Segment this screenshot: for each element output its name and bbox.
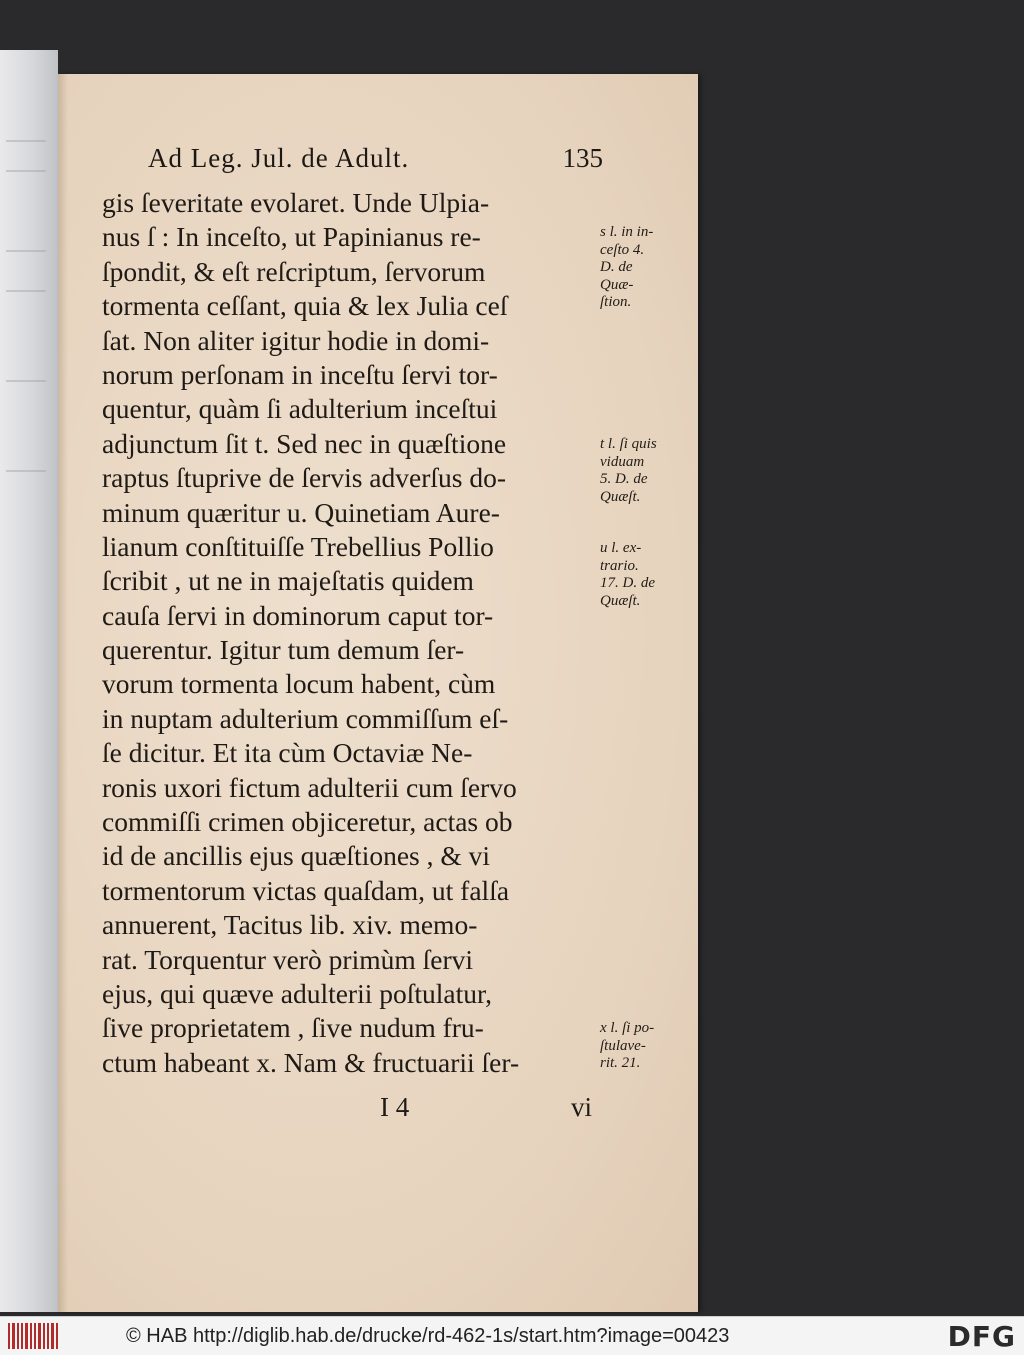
note-line: 5. D. de — [600, 471, 648, 487]
text-line: tormentorum victas quaſdam, ut falſa — [102, 874, 510, 906]
source-link[interactable]: © HAB http://diglib.hab.de/drucke/rd-462-1s/start.htm?image=00423 — [126, 1325, 730, 1347]
marginal-note-x — [600, 1020, 680, 1073]
note-line: Quæſt. — [600, 488, 641, 505]
note-line: Quæſt. — [600, 592, 641, 609]
text-line: id de ancillis ejus quæſtiones , & vi — [102, 840, 491, 872]
text-line: commiſſi crimen objiceretur, actas ob — [102, 806, 513, 838]
note-line: u l. ex- — [600, 540, 642, 556]
catchword: vi — [570, 1092, 592, 1122]
text-line: in nuptam adulterium commiſſum eſ- — [102, 702, 509, 734]
marginal-note-s — [600, 224, 680, 312]
text-line: ctum habeant x. Nam & fructuarii ſer- — [102, 1046, 520, 1078]
text-line: nus ſ : In inceſto, ut Papinianus re- — [102, 221, 481, 253]
facing-page-text-ghost — [6, 290, 46, 292]
marginal-note-t — [600, 436, 680, 506]
marginal-note-u — [600, 540, 680, 610]
text-line: cauſa ſervi in dominorum caput tor- — [102, 599, 494, 631]
text-line: ſive proprietatem , ſive nudum fru- — [102, 1012, 484, 1044]
text-line: minum quæritur u. Quinetiam Aure- — [102, 496, 500, 528]
facing-page-text-ghost — [6, 140, 46, 142]
note-line: viduam — [600, 453, 645, 470]
text-line: ſe dicitur. Et ita cùm Octaviæ Ne- — [102, 737, 473, 769]
note-line: ſtion. — [600, 294, 632, 310]
facing-page-text-ghost — [6, 250, 46, 252]
text-line: tormenta ceſſant, quia & lex Julia ceſ — [102, 290, 508, 322]
text-line: ſcribit , ut ne in majeſtatis quidem — [102, 565, 474, 597]
note-line: rit. 21. — [600, 1055, 641, 1071]
text-line: gis ſeveritate evolaret. Unde Ulpia- — [102, 187, 490, 218]
facing-page-text-ghost — [6, 380, 46, 382]
text-line: adjunctum ſit t. Sed nec in quæſtione — [102, 427, 507, 459]
text-line: ſat. Non aliter igitur hodie in domi- — [102, 324, 490, 356]
note-line: s l. in in- — [600, 224, 654, 240]
text-line: ejus, qui quæve adulterii poſtulatur, — [102, 977, 492, 1009]
text-line: querentur. Igitur tum demum ſer- — [102, 634, 465, 666]
note-line: x l. ſi po- — [600, 1020, 655, 1036]
facing-page-text-ghost — [6, 170, 46, 172]
facing-page-text-ghost — [6, 470, 46, 472]
running-head-title: Ad Leg. Jul. de Adult. — [148, 143, 410, 173]
main-text-block — [102, 186, 598, 1080]
barcode-icon — [8, 1323, 58, 1349]
note-line: t l. ſi quis — [600, 436, 657, 452]
text-line: quentur, quàm ſi adulterium inceſtui — [102, 393, 498, 425]
page-number: 135 — [562, 143, 603, 173]
note-line: 17. D. de — [600, 575, 655, 591]
text-line: ſpondit, & eſt reſcriptum, ſervorum — [102, 255, 486, 287]
note-line: ſtulave- — [600, 1037, 646, 1054]
viewer-footer-bar — [0, 1316, 1024, 1355]
text-line: norum perſonam in inceſtu ſervi tor- — [102, 358, 498, 390]
text-line: rat. Torquentur verò primùm ſervi — [102, 943, 474, 975]
facing-page-edge — [0, 50, 58, 1312]
dfg-logo: DFG — [947, 1320, 1016, 1353]
signature-line — [380, 1092, 592, 1123]
note-line: Quæ- — [600, 276, 634, 293]
running-head — [148, 143, 603, 174]
page-gutter-shadow — [58, 74, 68, 1312]
text-line: lianum conſtituiſſe Trebellius Pollio — [102, 530, 494, 562]
text-line: vorum tormenta locum habent, cùm — [102, 668, 496, 700]
text-line: annuerent, Tacitus lib. xiv. memo- — [102, 909, 478, 941]
signature-mark: I 4 — [380, 1092, 410, 1122]
note-line: ceſto 4. — [600, 241, 645, 258]
note-line: trario. — [600, 557, 639, 574]
note-line: D. de — [600, 259, 633, 275]
text-line: raptus ſtuprive de ſervis adverſus do- — [102, 462, 506, 494]
text-line: ronis uxori fictum adulterii cum ſervo — [102, 771, 517, 803]
